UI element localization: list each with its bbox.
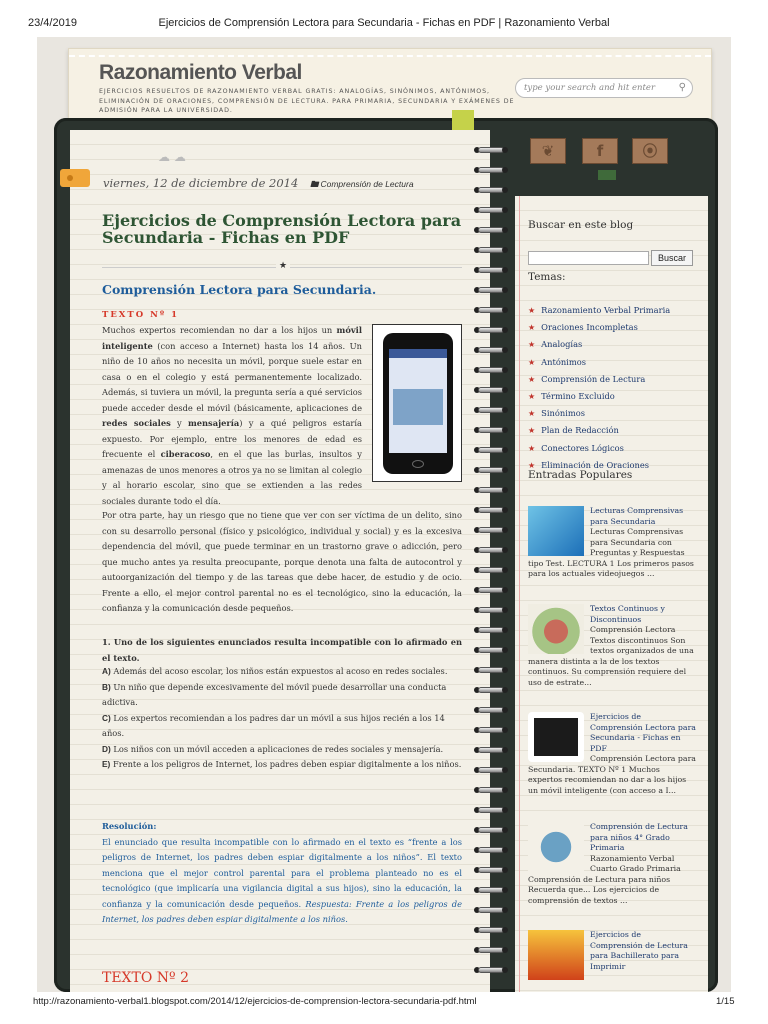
star-icon: ★ — [528, 357, 536, 367]
bookmark-tab — [452, 110, 474, 132]
texto-2-label: TEXTO Nº 2 — [102, 970, 189, 986]
popular-post[interactable]: Textos Continuos y Discontinuos Comprensión Lectora Textos discontinuos Son textos organizados de una manera distinta a la de los textos continuos. Su comprensión requiere del uso de estrate... — [528, 604, 694, 687]
cartoon-thumbnail — [528, 822, 584, 872]
site-description: EJERCICIOS RESUELTOS DE RAZONAMIENTO VERBAL GRATIS: ANALOGÍAS, SINÓNIMOS, ANTÓNIMOS, ELIMINACIÓN DE ORACIONES, COMPRENSIÓN DE LECTURA. PARA PRIMARIA, SECUNDARIA Y EXÁMENES DE ADMISIÓN PARA LA UNIVERSIDAD. — [99, 88, 515, 114]
twitter-icon[interactable]: ❦ — [530, 138, 566, 164]
star-icon: ★ — [528, 460, 536, 470]
gamepad-thumbnail — [528, 506, 584, 556]
paragraph-2: Por otra parte, hay un riesgo que no tiene que ver con ser víctima de un delito, sino con su desarrollo personal (físico y psicológico, individual y social) y es la excesiva dependencia del móvil, que puede terminar en un trastorno grave o adicción, pero que mucho antes ya resulta preocupante, porque denota una falta de autocontrol y autoorganización del tiempo y de las tareas que debe hacer, de estudio y de ocio. Frente a ello, el mejor control parental no es el tecnológico, sino la educación, la confianza y la comunicación desde pequeños. — [102, 510, 462, 613]
temas-list — [528, 302, 670, 474]
popular-post[interactable]: Ejercicios de Comprensión Lectora para Secundaria - Fichas en PDF Comprensión Lectora para Secundaria. TEXTO Nº 1 Muchos expertos recomiendan no dar a los hijos un móvil inteligente (con acceso a I... — [528, 712, 696, 795]
search-placeholder: type your search and hit enter — [524, 83, 656, 93]
print-date: 23/4/2019 — [28, 17, 77, 29]
post-date: viernes, 12 de diciembre de 2014 — [103, 176, 299, 190]
search-input[interactable] — [515, 78, 693, 98]
paragraph-1: Muchos expertos recomiendan no dar a los hijos un móvil inteligente (con acceso a Internet) hasta los 14 años. Un niño de 10 años no necesita un móvil, porque suele estar en casa o en el colegio y está permanentemente localizado. Además, si tuviera un móvil, la pregunta sería a qué servicios puede acceder desde el móvil (básicamente, aplicaciones de redes sociales y mensajería) y a qué peligros estaría expuesto. Por ejemplo, entre los menores de edad es frecuente el ciberacoso, en el que las burlas, insultos y amenazas de unos menores a otros ya no se limitan al colegio y al horario escolar, sino que se extienden a las redes sociales durante todo el día. — [102, 325, 362, 506]
phone-illustration — [383, 333, 453, 474]
star-icon: ★ — [528, 409, 536, 419]
tema-item[interactable]: ★ Eliminación de Oraciones — [528, 459, 650, 470]
option-d: D) Los niños con un móvil acceden a aplicaciones de redes sociales y mensajería. — [102, 743, 444, 754]
print-title: Ejercicios de Comprensión Lectora para Secundaria - Fichas en PDF | Razonamiento Verbal — [158, 17, 610, 29]
post-category-link[interactable]: Comprensión de Lectura — [320, 179, 414, 189]
date-tab — [60, 169, 90, 187]
option-c: C) Los expertos recomiendan a los padres dar un móvil a sus hijos recién a los 14 años. — [102, 712, 445, 738]
star-icon: ★ — [528, 306, 536, 315]
people-thumbnail — [528, 930, 584, 980]
search-icon[interactable]: ⚲ — [678, 82, 686, 93]
resolution-label: Resolución: — [102, 821, 157, 831]
resolution: Resolución: El enunciado que resulta incompatible con lo afirmado en el texto es “frente a los peligros de Internet, los padres deben espiar digitalmente a los niños”. El texto menciona que el mejor control parental para el problema planteado no es el tecnológico (que implicaría una vigilancia digital a sus hijos), sino la educación, la confianza y la comunicación desde pequeños. Respuesta: Frente a los peligros de Internet, los padres deben espiar digitalmente a los niños. — [102, 821, 462, 924]
print-footer — [0, 994, 768, 1024]
question-1: 1. Uno de los siguientes enunciados resulta incompatible con lo afirmado en el texto. — [102, 637, 462, 663]
page-number: 1/15 — [716, 996, 735, 1007]
rss-icon[interactable]: ⦿ — [632, 138, 668, 164]
tema-item[interactable]: ★ Antónimos — [528, 356, 586, 367]
tema-item[interactable]: ★ Oraciones Incompletas — [528, 322, 638, 333]
tema-item[interactable]: ★ Plan de Redacción — [528, 425, 619, 436]
star-icon: ★ — [528, 340, 536, 350]
post-date-bar — [103, 176, 414, 193]
texto-1-label: TEXTO Nº 1 — [102, 310, 179, 320]
popular-post[interactable]: Ejercicios de Comprensión de Lectura para Bachillerato para Imprimir — [528, 930, 696, 980]
option-b: B) Un niño que depende excesivamente del móvil puede desarrollar una conducta adictiva. — [102, 681, 447, 707]
decorative-tag — [598, 170, 616, 180]
site-title[interactable]: Razonamiento Verbal — [99, 61, 302, 84]
star-icon: ★ — [528, 374, 536, 384]
folder-icon: 🖿 — [309, 179, 319, 189]
popular-post[interactable]: Comprensión de Lectura para niños 4° Grado Primaria Razonamiento Verbal Cuarto Grado Primaria Comprensión de Lectura para niños Recuerda que... Los ejercicios de comprensión de textos ... — [528, 822, 688, 905]
tema-item[interactable]: ★ Razonamiento Verbal Primaria — [528, 305, 671, 315]
print-header — [0, 0, 768, 34]
pie-chart-thumbnail — [528, 604, 584, 654]
star-icon: ★ — [528, 323, 536, 333]
tema-item[interactable]: ★ Analogías — [528, 339, 583, 350]
facebook-icon[interactable]: f — [582, 138, 618, 164]
tema-item[interactable]: ★ Comprensión de Lectura — [528, 373, 646, 384]
smartphone-image — [372, 324, 462, 482]
phone-thumbnail — [528, 712, 584, 762]
post-subtitle: Comprensión Lectora para Secundaria. — [102, 282, 377, 297]
tema-item[interactable]: ★ Término Excluido — [528, 391, 615, 402]
popular-post[interactable]: Lecturas Comprensivas para Secundaria Lecturas Comprensivas para Secundaria con Preguntas y Respuestas tipo Test. LECTURA 1 Los primeros pasos para los actuales videojuegos ... — [528, 506, 694, 578]
star-icon: ★ — [528, 443, 536, 453]
answer-options — [102, 664, 462, 773]
blog-search-button[interactable]: Buscar — [651, 250, 693, 266]
blog-search-input[interactable] — [528, 251, 649, 265]
cloud-icon: ☁ ☁ — [158, 150, 186, 164]
star-icon: ★ — [276, 261, 290, 271]
option-a: A) Además del acoso escolar, los niños están expuestos al acoso en redes sociales. — [102, 666, 448, 676]
header-stitch — [69, 55, 711, 57]
star-icon: ★ — [528, 426, 536, 436]
tema-item[interactable]: ★ Sinónimos — [528, 408, 585, 419]
option-e: E) Frente a los peligros de Internet, los padres deben espiar digitalmente a los niños. — [102, 759, 462, 769]
temas-title: Temas: — [528, 271, 566, 283]
spiral-binding — [474, 140, 514, 990]
page-url: http://razonamiento-verbal1.blogspot.com/2014/12/ejercicios-de-comprension-lectora-secundaria-pdf.html — [33, 996, 477, 1007]
popular-posts-title: Entradas Populares — [528, 469, 633, 481]
post-title[interactable]: Ejercicios de Comprensión Lectora para Secundaria - Fichas en PDF — [102, 211, 462, 247]
title-divider — [102, 262, 462, 272]
star-icon: ★ — [528, 392, 536, 402]
tema-item[interactable]: ★ Conectores Lógicos — [528, 442, 624, 453]
blog-search-title: Buscar en este blog — [528, 219, 634, 231]
